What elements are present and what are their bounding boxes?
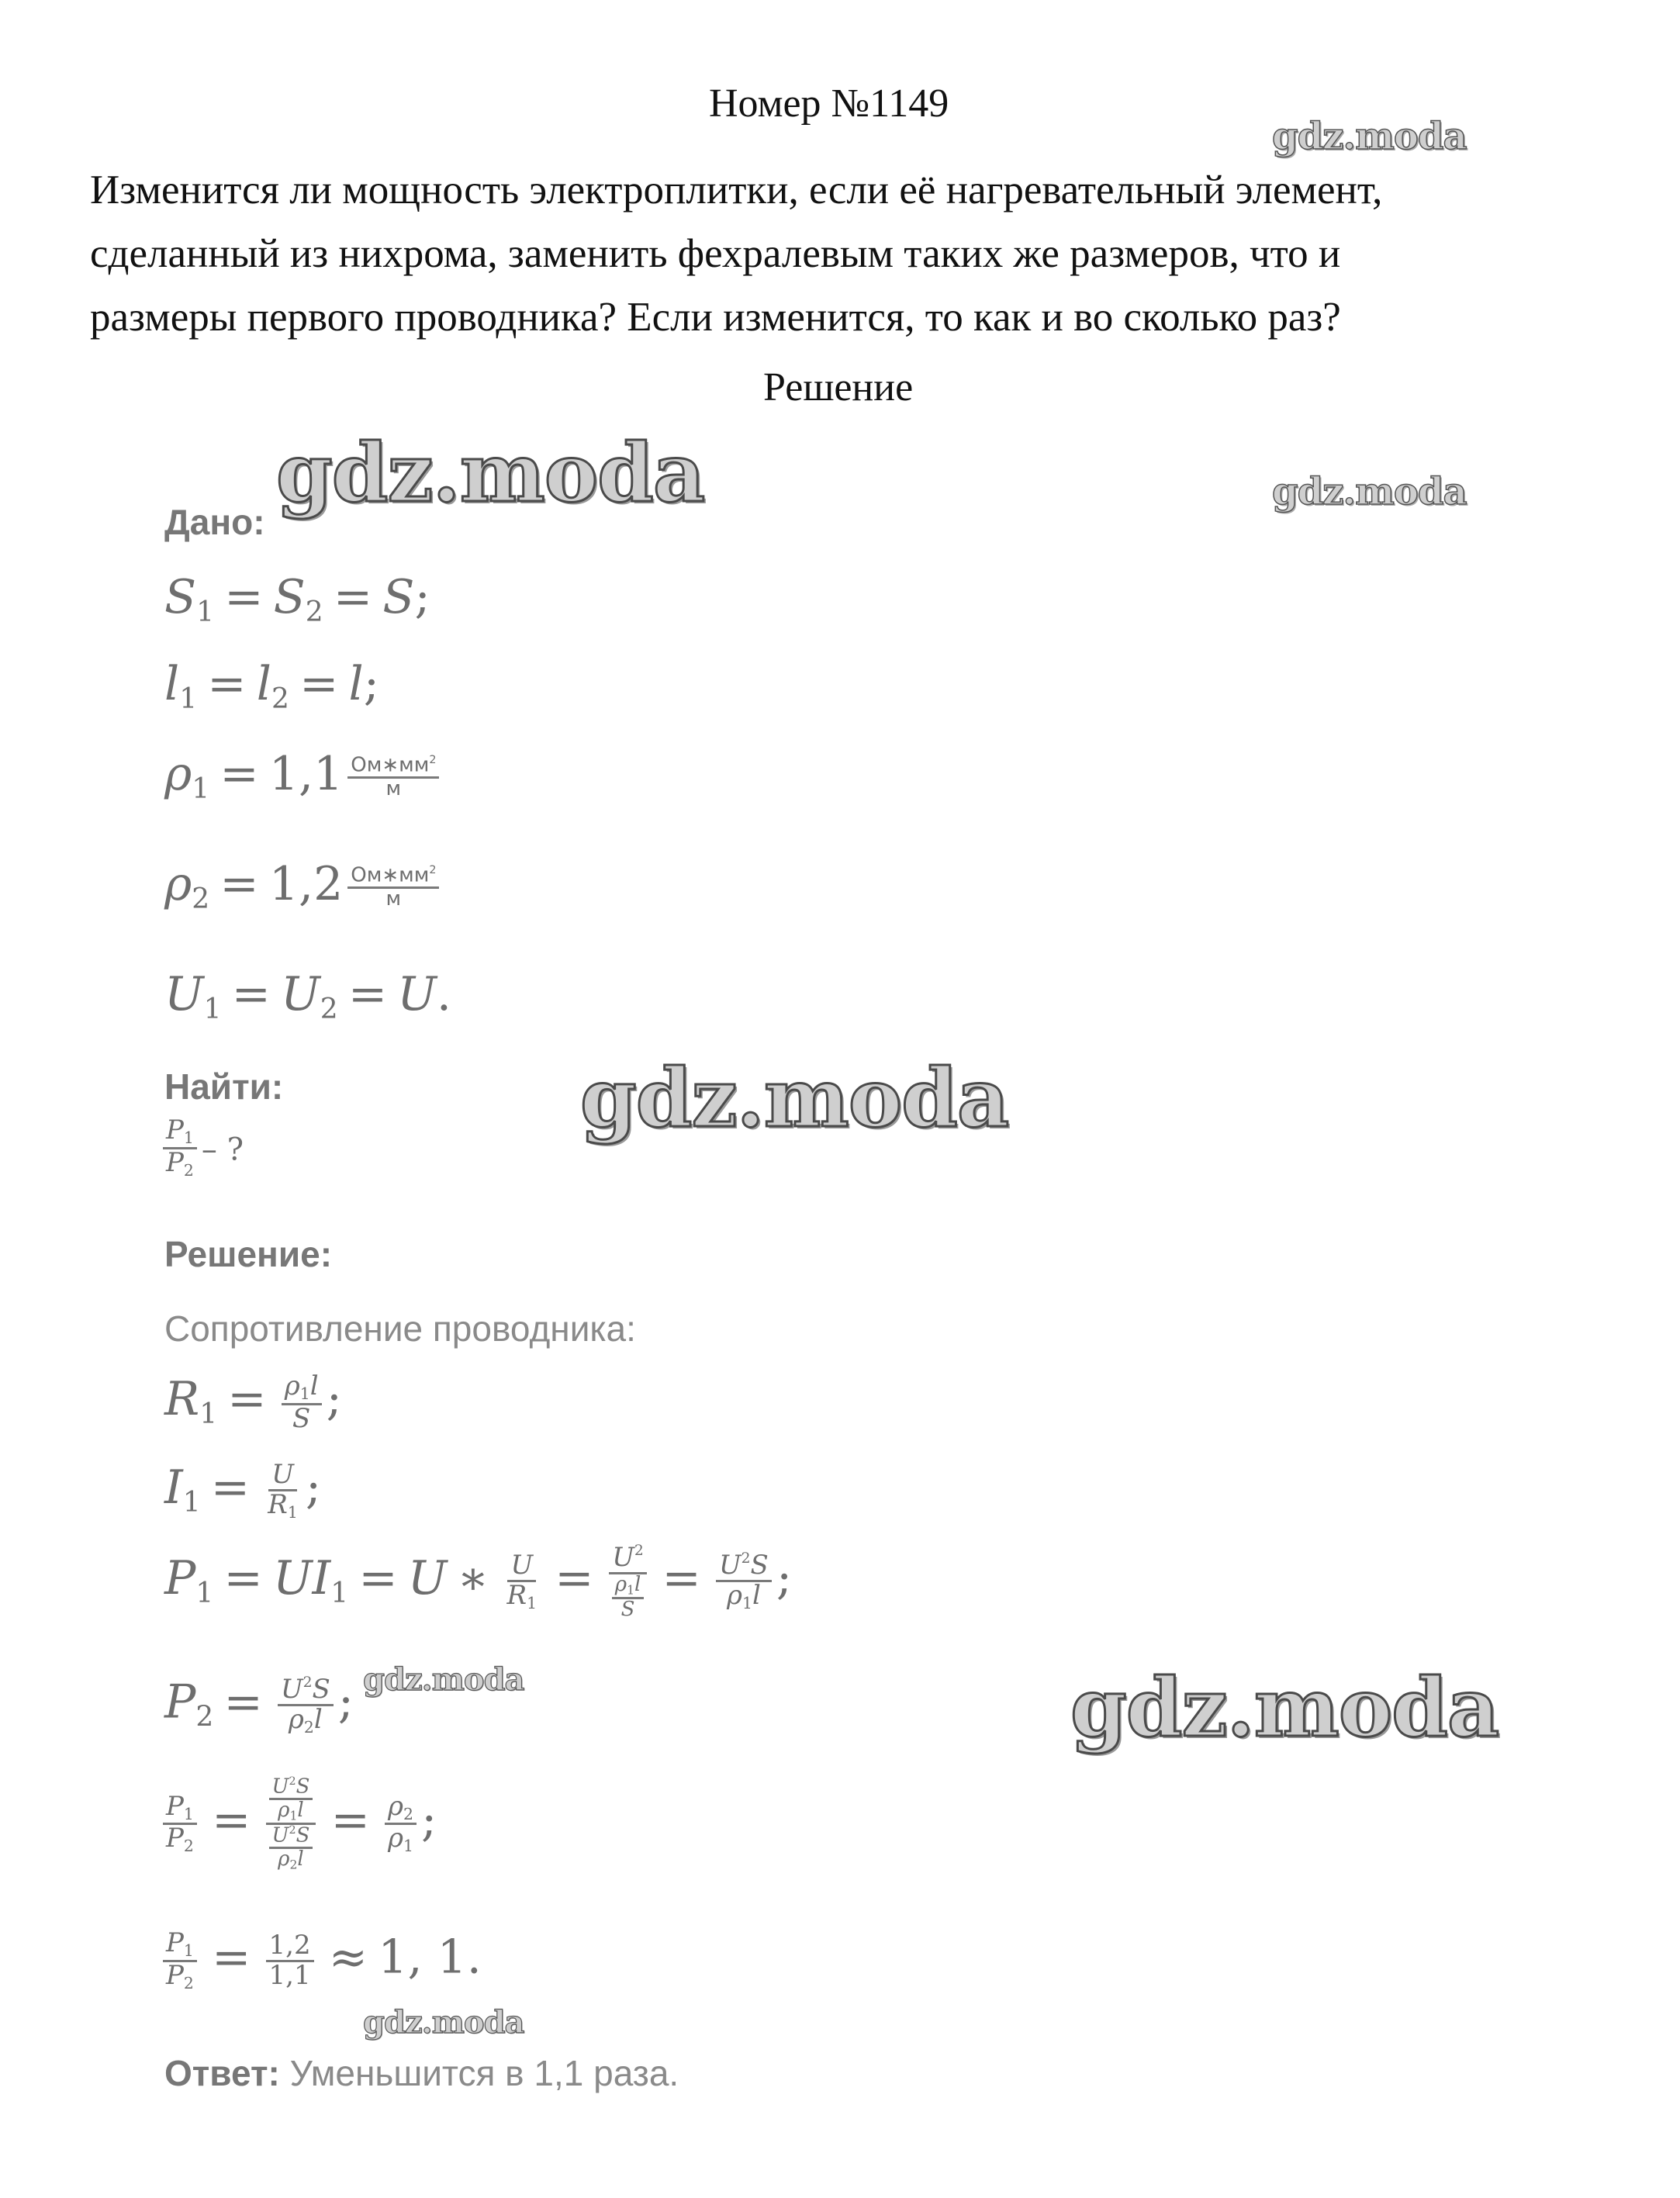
resistance-text: Сопротивление проводника:	[164, 1308, 636, 1349]
formula-power1: $P_1 = UI_1 = U$ ∗ $\frac{U}{R_1}$ = $\frac{U^2}{\frac{\rho_1l}{S}}$ = $\frac{U^2S}{\rho_1l}$ ;	[164, 1542, 793, 1621]
answer-line	[164, 2052, 679, 2094]
formula-power2: $P_2$ = $\frac{U^2S}{\rho_2l}$ ;	[164, 1674, 354, 1737]
ratio-denominator: 1,1	[268, 1959, 311, 1991]
unit-denominator: м	[385, 887, 402, 911]
formula-resistance: $R_1$ = $\frac{\rho_1l}{S}$ ;	[164, 1370, 342, 1434]
task-line: сделанный из нихрома, заменить фехралевым таких же размеров, что и	[90, 231, 1341, 276]
formula-voltage-equal: $U_1 = U_2 = U$.	[164, 967, 451, 1025]
watermark: gdz.moda	[1070, 1660, 1499, 1755]
solution-heading: Решение	[763, 365, 914, 410]
find-suffix: – ?	[201, 1132, 244, 1168]
solution-label: Решение:	[164, 1234, 333, 1274]
watermark: gdz.moda	[1272, 115, 1467, 158]
formula-rho1: $\rho_1 = 1,1$ $\frac{Ом∗мм^2}{м}$	[164, 751, 444, 804]
answer-text: Уменьшится в 1,1 раза.	[289, 2053, 679, 2093]
watermark: gdz.moda	[580, 1050, 1009, 1146]
rho2-value: 1,2	[268, 857, 344, 911]
unit-numerator: Ом∗мм	[351, 754, 430, 777]
approx-result: 1, 1.	[378, 1930, 482, 1985]
watermark: gdz.moda	[363, 2004, 524, 2041]
unit-denominator: м	[385, 777, 402, 801]
watermark: gdz.moda	[276, 425, 705, 520]
ratio-numerator: 1,2	[266, 1932, 314, 1962]
formula-rho2: $\rho_2 = 1,2$ $\frac{Ом∗мм^2}{м}$	[164, 861, 444, 914]
formula-find-ratio: $\frac{P_1}{P_2}$ – ?	[158, 1117, 244, 1179]
watermark: gdz.moda	[1272, 470, 1467, 513]
answer-label: Ответ:	[164, 2053, 280, 2093]
rho1-value: 1,1	[268, 747, 344, 801]
formula-current: $I_1$ = $\frac{U}{R_1}$ ;	[164, 1459, 322, 1522]
formula-power-ratio: $\frac{P_1}{P_2}$ = $\frac{\frac{U^2S}{\rho_1l}}{\frac{U^2S}{\rho_2l}}$ = $\frac{\rho_2}{\rho_1}$ ;	[158, 1776, 437, 1871]
task-text	[90, 158, 1610, 349]
given-label: Дано:	[164, 502, 265, 542]
task-line: Изменится ли мощность электроплитки, если её нагревательный элемент,	[90, 168, 1383, 213]
formula-numeric-ratio: $\frac{P_1}{P_2}$ = $\frac{1,2}{1,1}$ ≈ 1, 1.	[158, 1930, 482, 1992]
task-line: размеры первого проводника? Если изменится, то как и во сколько раз?	[90, 295, 1341, 340]
unit-numerator: Ом∗мм	[351, 864, 430, 887]
watermark: gdz.moda	[363, 1661, 524, 1698]
formula-area-equal: $S_1 = S_2 = S$;	[164, 570, 430, 628]
find-label: Найти:	[164, 1066, 284, 1107]
problem-number: Номер №1149	[709, 81, 949, 126]
formula-length-equal: $l_1 = l_2 = l$;	[164, 657, 379, 715]
